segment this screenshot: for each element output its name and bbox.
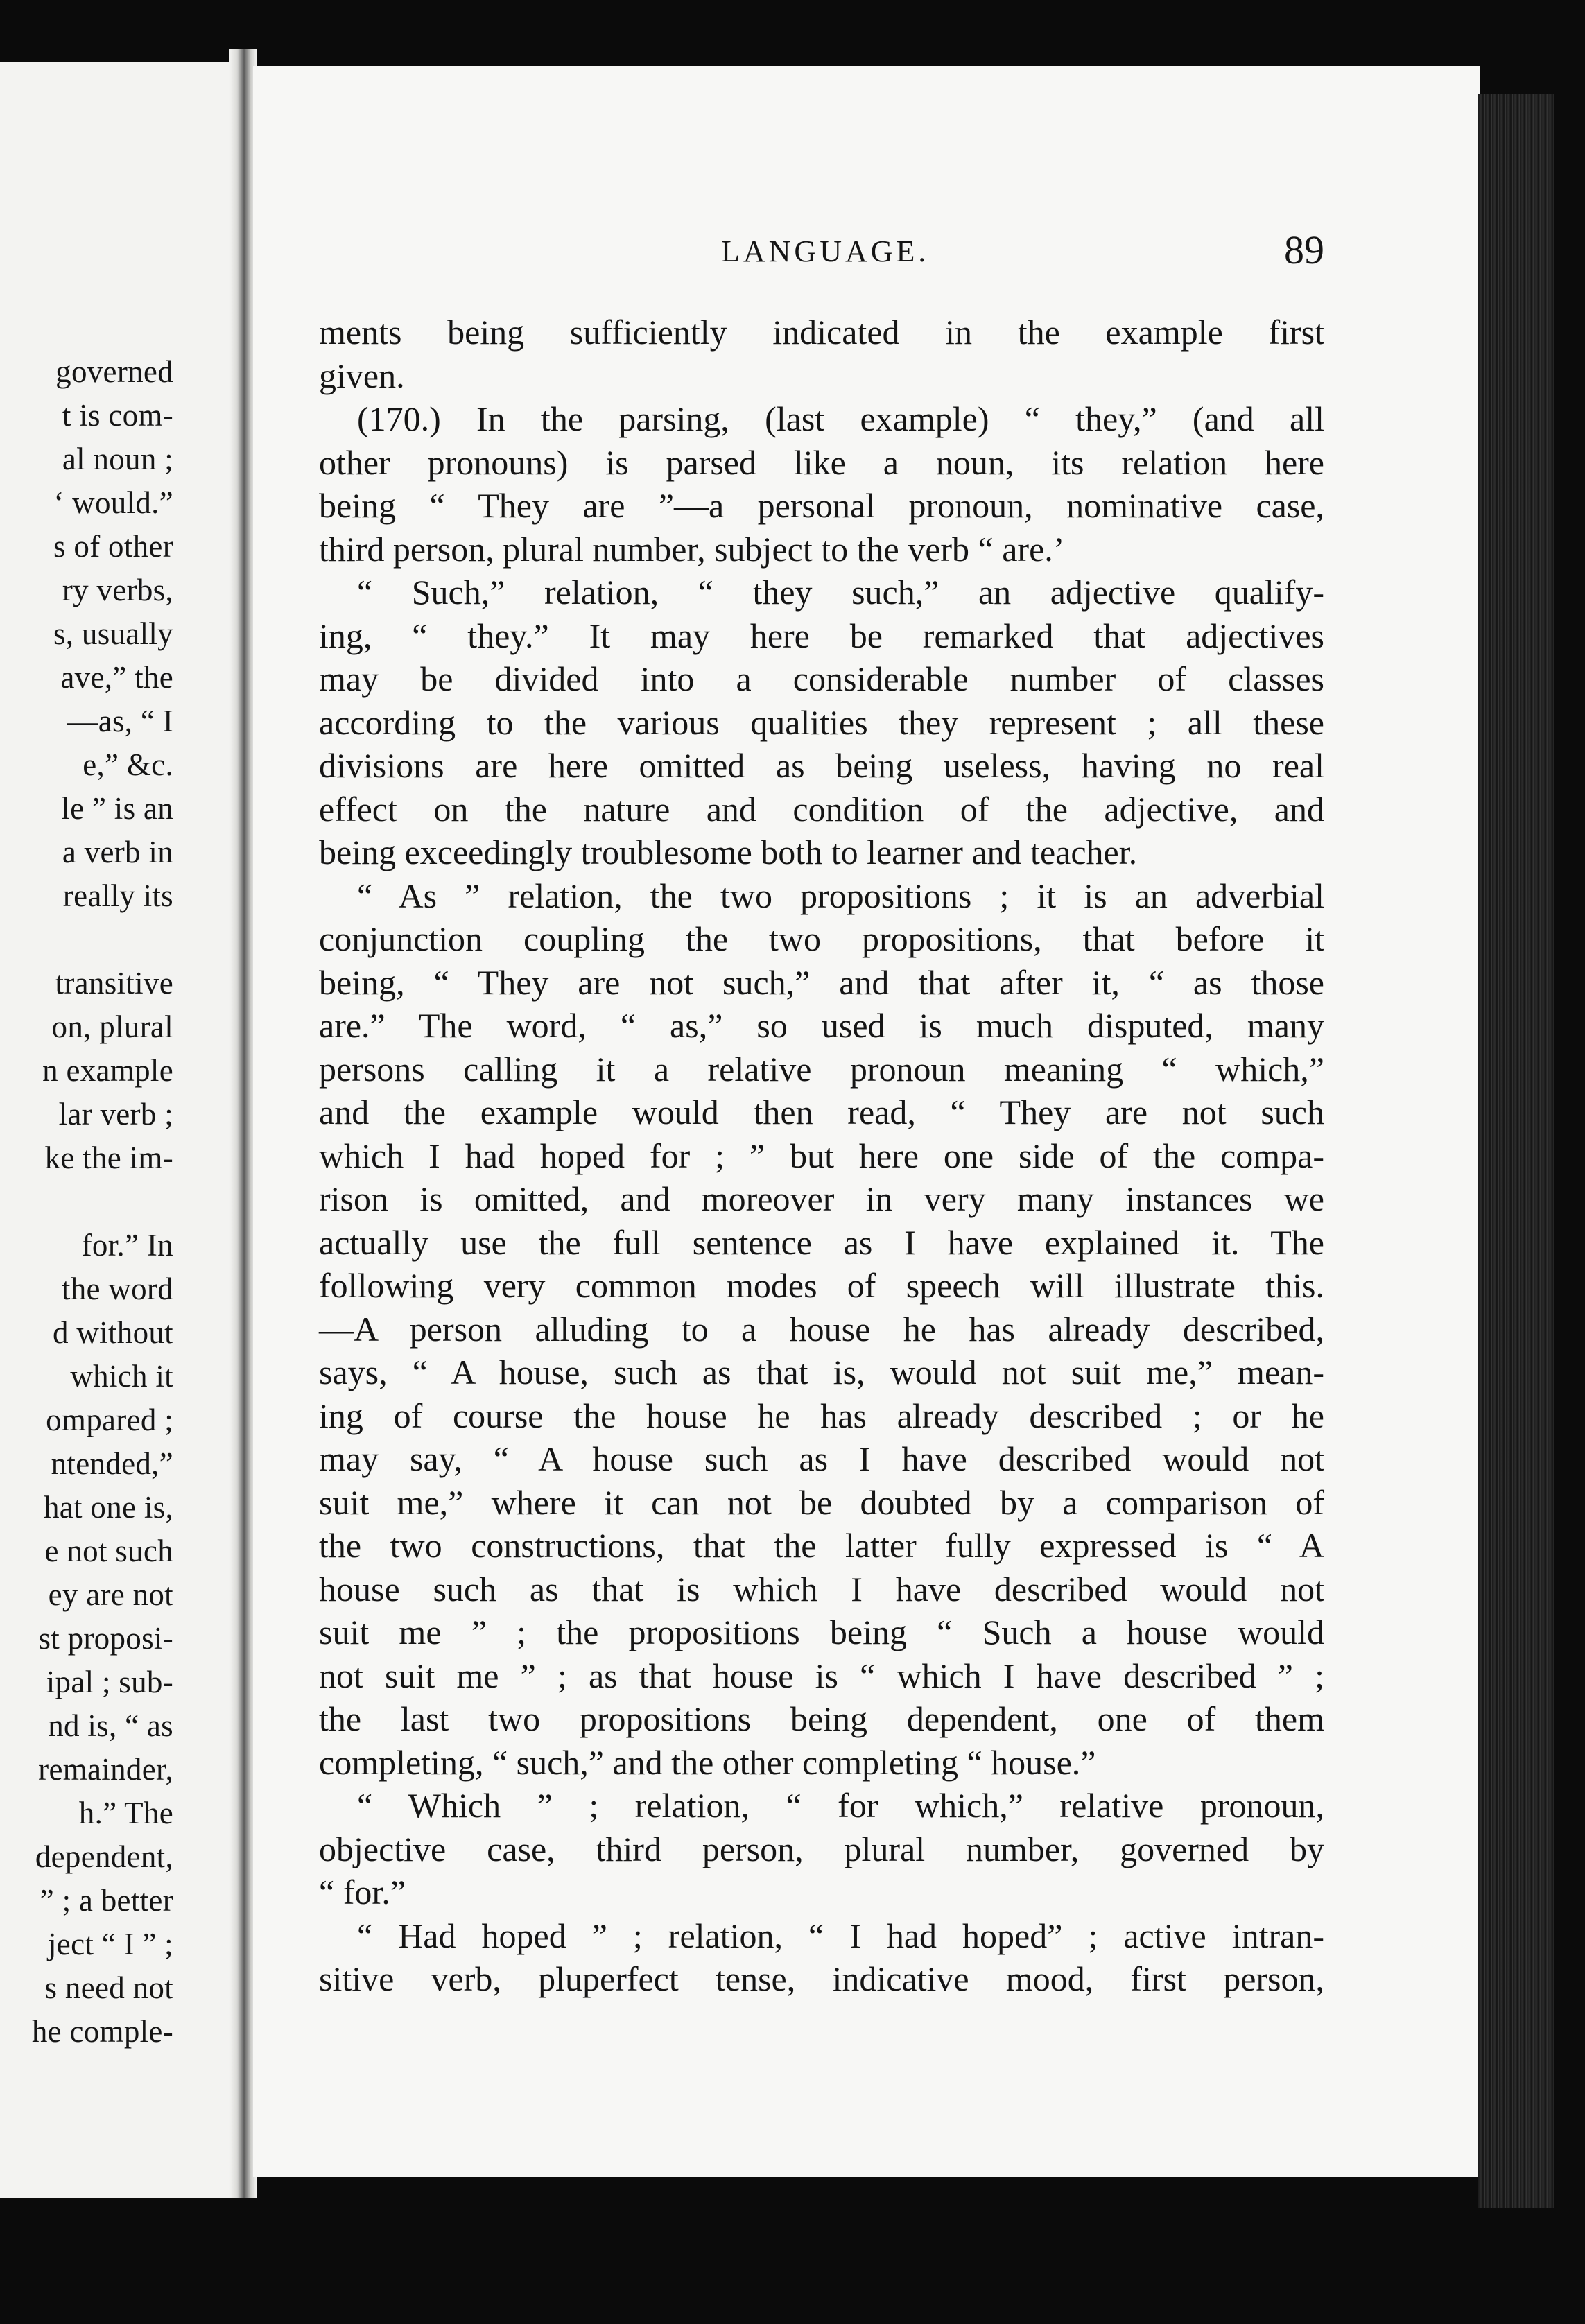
left-page-line: s, usually: [53, 616, 173, 651]
left-page-line: dependent,: [35, 1839, 173, 1874]
left-page-line: on, plural: [51, 1009, 173, 1044]
text-line: ing of course the house he has already described ; or he: [319, 1396, 1324, 1435]
left-page-line: for.” In: [81, 1228, 173, 1263]
left-page-line: —as, “ I: [67, 704, 173, 738]
text-line: not suit me ” ; as that house is “ which I have described ” ;: [319, 1656, 1324, 1695]
text-line: and the example would then read, “ They are not such: [319, 1093, 1324, 1131]
text-line: “ Had hoped ” ; relation, “ I had hoped” ; active intran-: [357, 1916, 1324, 1955]
text-line: objective case, third person, plural number, governed by: [319, 1829, 1324, 1868]
page-edges: [1478, 94, 1554, 2208]
left-page-line: s need not: [44, 1970, 173, 2005]
text-line: (170.) In the parsing, (last example) “ they,” (and all: [357, 399, 1324, 438]
left-page-line: he comple-: [31, 2014, 173, 2049]
left-page-line: ” ; a better: [40, 1883, 173, 1918]
left-page-line: really its: [62, 878, 173, 913]
text-line: completing, “ such,” and the other completing “ house.”: [319, 1742, 1096, 1782]
left-page-line: e,” &c.: [83, 747, 173, 782]
text-line: may be divided into a considerable number of classes: [319, 659, 1324, 698]
left-page-line: the word: [61, 1272, 173, 1306]
text-line: effect on the nature and condition of the adjective, and: [319, 789, 1324, 829]
left-page-line: nd is, “ as: [48, 1708, 173, 1743]
left-page-line: hat one is,: [43, 1490, 173, 1525]
text-line: persons calling it a relative pronoun meaning “ which,”: [319, 1049, 1324, 1089]
text-line: according to the various qualities they represent ; all these: [319, 702, 1324, 742]
text-line: ments being sufficiently indicated in the example first: [319, 313, 1324, 352]
left-page-line: st proposi-: [38, 1621, 173, 1656]
text-line: ing, “ they.” It may here be remarked that adjectives: [319, 616, 1324, 655]
text-line: “ Such,” relation, “ they such,” an adjective qualify-: [357, 573, 1324, 612]
book-gutter: [229, 49, 257, 2198]
left-page-line: [32, 918, 173, 962]
left-page-line: ject “ I ” ;: [48, 1927, 173, 1961]
text-line: says, “ A house, such as that is, would not suit me,” mean-: [319, 1353, 1324, 1391]
body-text: [319, 311, 1324, 2001]
left-page-line: ompared ;: [46, 1403, 173, 1437]
left-page-line: remainder,: [38, 1752, 173, 1787]
text-line: house such as that is which I have described would not: [319, 1569, 1324, 1608]
left-page-line: ke the im-: [44, 1141, 173, 1175]
left-page-line: ave,” the: [60, 660, 173, 695]
text-line: —A person alluding to a house he has already described,: [319, 1309, 1324, 1349]
left-page-line: ‘ would.”: [53, 485, 173, 520]
text-line: being “ They are ”—a personal pronoun, nominative case,: [319, 486, 1324, 525]
text-line: sitive verb, pluperfect tense, indicative mood, first person,: [319, 1959, 1324, 1998]
text-line: “ Which ” ; relation, “ for which,” relative pronoun,: [357, 1786, 1324, 1825]
left-page-line: which it: [70, 1359, 173, 1394]
text-line: suit me,” where it can not be doubted by a comparison of: [319, 1482, 1324, 1522]
text-line: given.: [319, 356, 405, 395]
left-page-line: [32, 1180, 173, 1224]
text-line: the two constructions, that the latter fully expressed is “ A: [319, 1526, 1324, 1565]
left-page-line: le ” is an: [61, 791, 173, 826]
text-line: the last two propositions being dependent, one of them: [319, 1699, 1324, 1738]
left-page-line: governed: [55, 354, 173, 389]
text-line: divisions are here omitted as being useless, having no real: [319, 746, 1324, 785]
left-page-line: ntended,”: [51, 1446, 173, 1481]
left-page-line: ipal ; sub-: [46, 1665, 173, 1699]
left-page-line: n example: [42, 1053, 173, 1088]
left-page-line: h.” The: [78, 1796, 173, 1830]
left-page-line: transitive: [55, 966, 173, 1000]
left-page-line: lar verb ;: [58, 1097, 173, 1131]
left-page-line: d without: [53, 1315, 173, 1350]
text-line: third person, plural number, subject to the verb “ are.’: [319, 529, 1065, 569]
left-page-line: al noun ;: [62, 442, 173, 476]
text-line: other pronouns) is parsed like a noun, its relation here: [319, 442, 1324, 482]
left-page-line: ey are not: [48, 1577, 173, 1612]
running-head: LANGUAGE.: [721, 234, 930, 268]
text-line: rison is omitted, and moreover in very many instances we: [319, 1179, 1324, 1218]
text-line: being exceedingly troublesome both to learner and teacher.: [319, 833, 1138, 872]
left-page-line: a verb in: [62, 835, 173, 869]
left-page-line: t is com-: [62, 398, 173, 433]
left-page-text: [32, 350, 173, 2054]
text-line: “ As ” relation, the two propositions ; it is an adverbial: [357, 876, 1324, 915]
text-line: are.” The word, “ as,” so used is much disputed, many: [319, 1006, 1324, 1045]
text-line: conjunction coupling the two propositions, that before it: [319, 919, 1324, 958]
text-line: suit me ” ; the propositions being “ Such a house would: [319, 1613, 1324, 1651]
left-page-line: s of other: [53, 529, 173, 564]
text-line: actually use the full sentence as I have explained it. The: [319, 1222, 1324, 1262]
text-line: following very common modes of speech will illustrate this.: [319, 1266, 1324, 1305]
left-page-line: ry verbs,: [62, 573, 173, 607]
page-header: [721, 227, 1324, 282]
text-line: “ for.”: [319, 1873, 406, 1911]
page-number: 89: [1284, 227, 1324, 272]
text-line: being, “ They are not such,” and that after it, “ as those: [319, 962, 1324, 1002]
text-line: which I had hoped for ; ” but here one side of the compa-: [319, 1136, 1324, 1175]
left-page-line: e not such: [44, 1534, 173, 1568]
text-line: may say, “ A house such as I have described would not: [319, 1439, 1324, 1478]
left-page: [0, 62, 239, 2198]
